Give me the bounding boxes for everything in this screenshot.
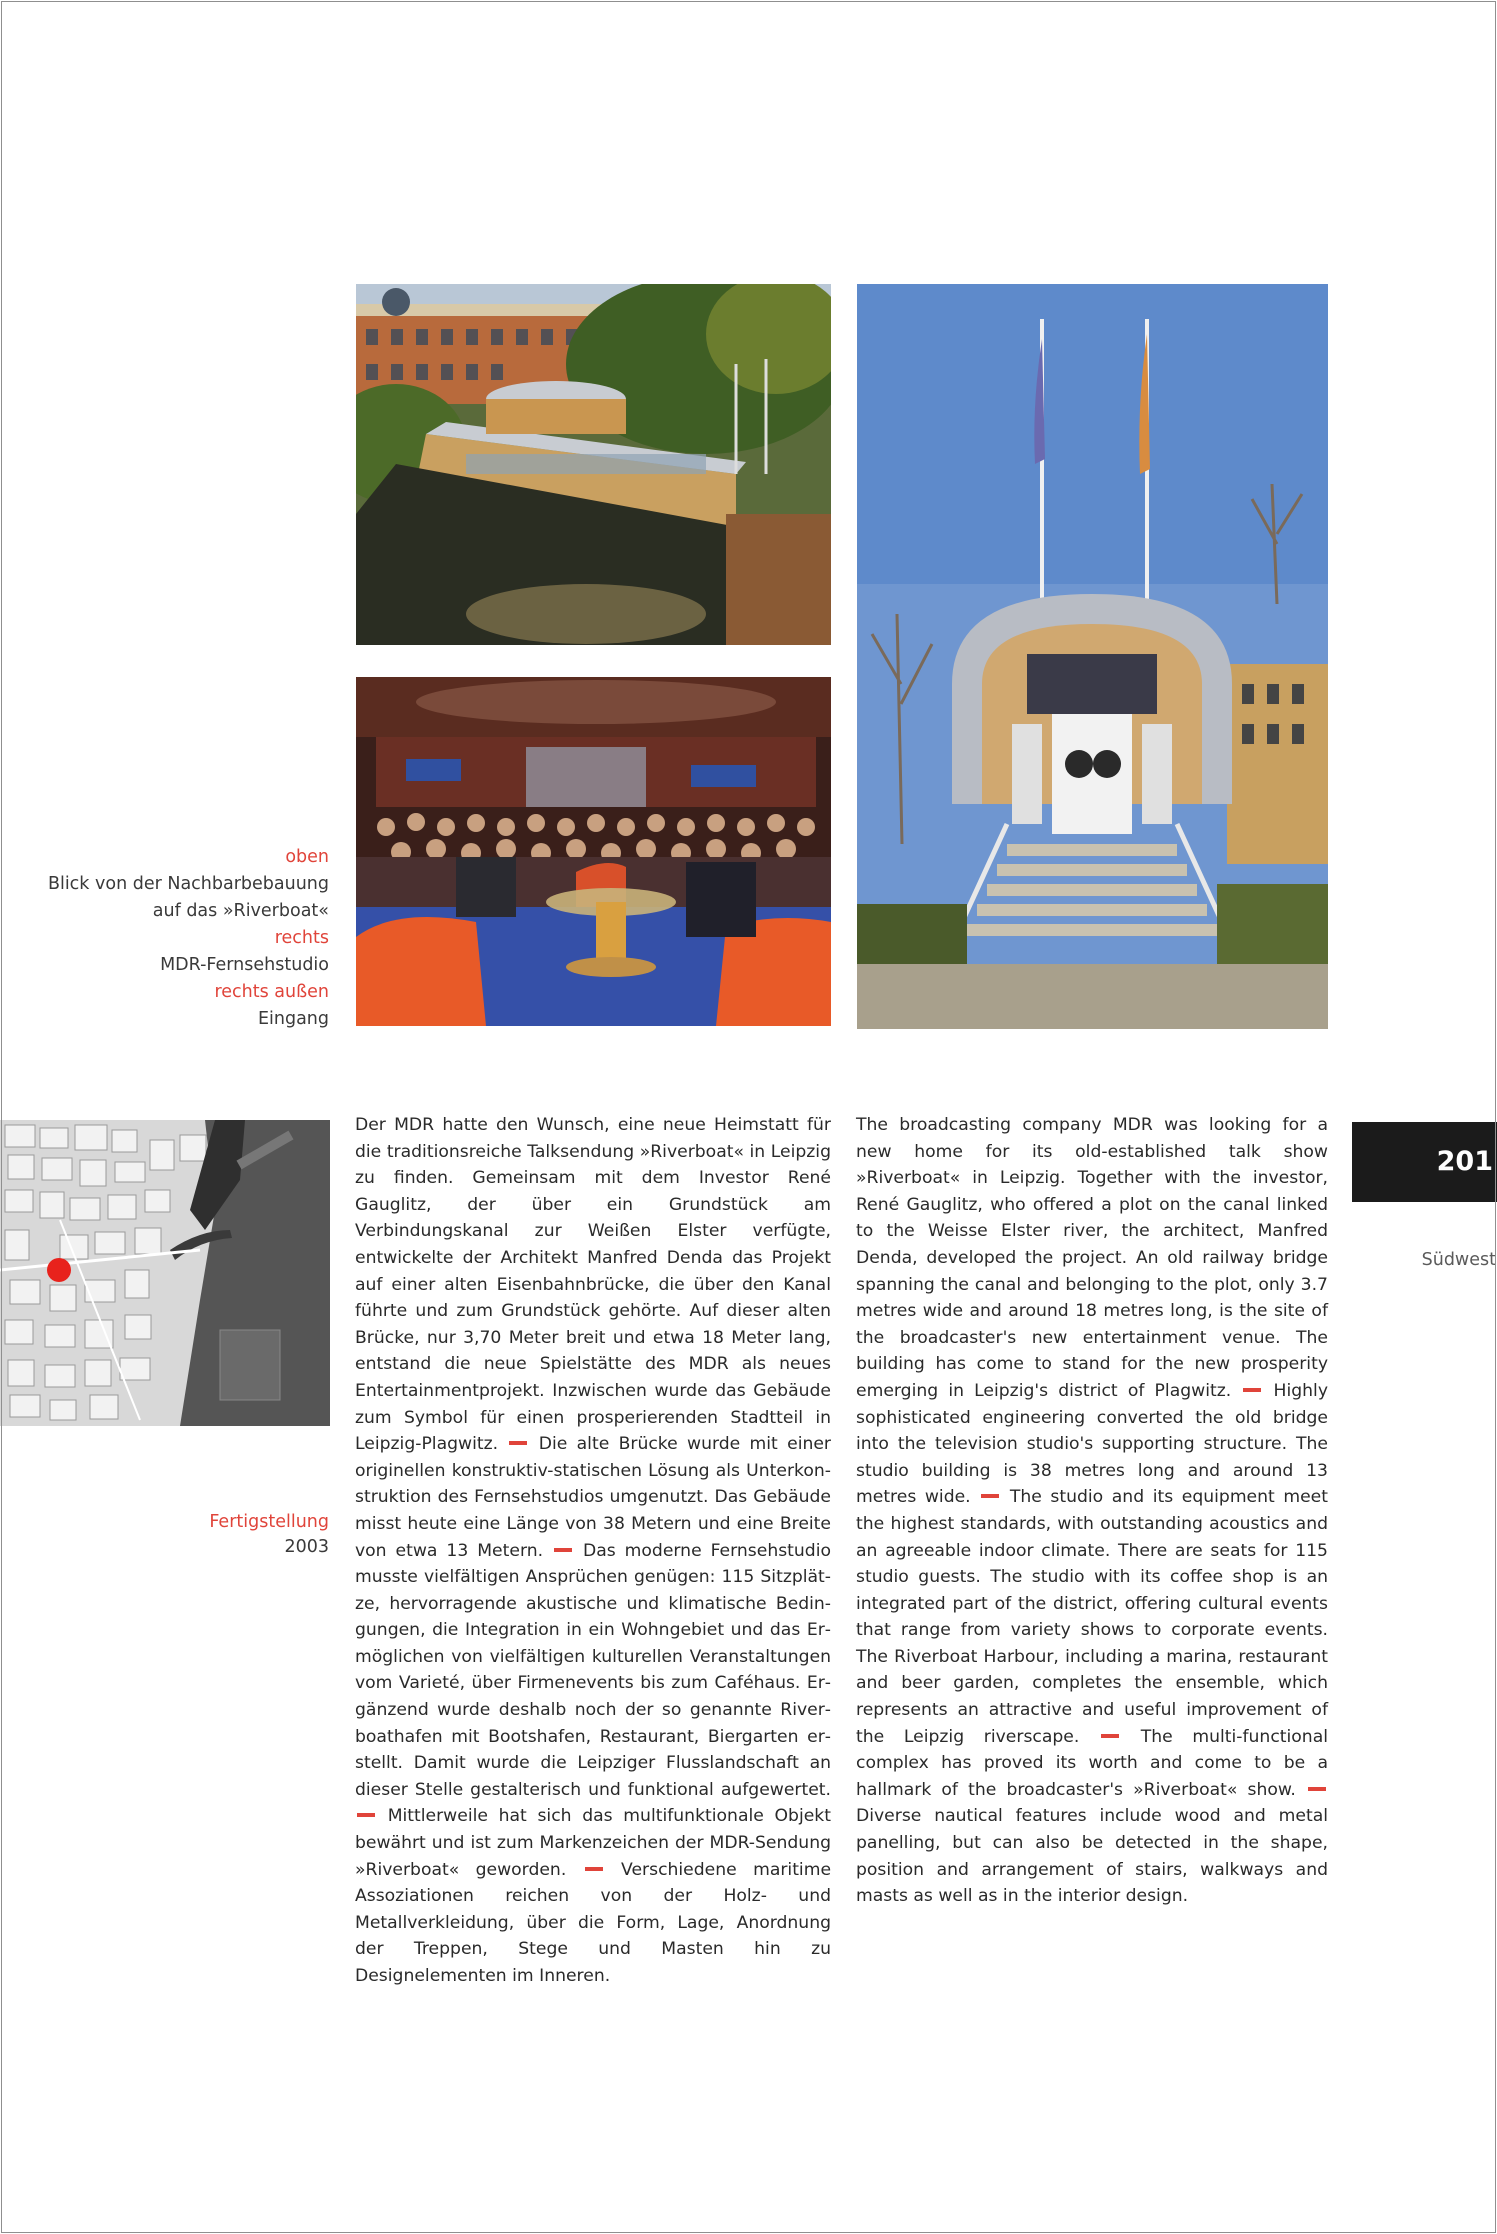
section-dash: [981, 1494, 999, 1498]
photo-riverboat-exterior: [356, 284, 831, 645]
english-paragraph-4: The multi-functional complex has proved its worth and come to be a hallmark of the broadcaster's »Riverboat« show.: [856, 1726, 1329, 1800]
german-text-column: [355, 1112, 831, 1990]
english-text-column: [856, 1112, 1328, 1910]
caption-label-far-right: rechts außen: [214, 982, 329, 1002]
german-paragraph-5: Verschiedene maritime Assoziationen reichen von der Holz- und Metallverkleidung, über die Form, Lage, Anordnung der Treppen, Stege und Masten hin zu Designelementen im Inneren.: [355, 1859, 832, 1986]
german-paragraph-1: Der MDR hatte den Wunsch, eine neue Heimstatt für die traditionsreiche Talksendung »Riverboat« in Leipzig zu finden. Gemeinsam mit dem Investor René Gauglitz, der über ein Grundstück am Verbindungskanal zur Weißen Elster verfügte, entwickelte der Architekt Manfred Denda das Projekt auf einer alten Eisenbahnbrücke, die über den Kanal führte und zum Grundstück gehörte. Auf dieser alten Brücke, nur 3,70 Meter breit und etwa 18 Meter lang, entstand die neue Spielstätte des MDR als neues Entertainmentprojekt. Inzwischen wurde das Gebäude zum Symbol für einen prosperierenden Stadtteil in Leipzig-Plagwitz.: [355, 1115, 831, 1455]
completion-info: [29, 1510, 329, 1560]
section-dash: [554, 1548, 572, 1552]
caption-text-top-1: Blick von der Nachbarbebauung: [47, 874, 329, 894]
german-paragraph-2: Die alte Brücke wurde mit einer originellen konstruktiv-statischen Lösung als Unterkonstruktion des Fernsehstudios umgenutzt. Das Gebäude misst heute eine Länge von 38 Metern und eine Breite von etwa 13 Metern.: [355, 1434, 832, 1561]
completion-label: Fertigstellung: [209, 1512, 329, 1532]
section-dash: [1243, 1388, 1261, 1392]
section-dash: [585, 1867, 603, 1871]
english-paragraph-2: Highly sophisticated engineering converted the old bridge into the television studio's supporting structure. The studio building is 38 metres long and around 13 metres wide.: [856, 1380, 1328, 1508]
caption-label-right: rechts: [274, 928, 329, 948]
photo-captions: [29, 844, 329, 1033]
section-dash: [1101, 1734, 1119, 1738]
site-map: [0, 1120, 330, 1426]
english-paragraph-5: Diverse nautical features include wood and metal panelling, but can also be detected in the shape, position and arrangement of stairs, walkways and masts as well as in the interior design.: [856, 1806, 1328, 1907]
caption-label-top: oben: [285, 847, 329, 867]
english-paragraph-1: The broadcasting company MDR was looking for a new home for its old-established talk show »Riverboat« in Leipzig. Together with the investor, René Gauglitz, who offered a plot on the canal linked to the Weisse Elster river, the architect, Manfred Denda, developed the project. An old railway bridge spanning the canal and belonging to the plot, only 3.7 metres wide and around 18 metres long, is the site of the broadcaster's new entertainment venue. The building has come to stand for the new prosperity emerging in Leipzig's district of Plagwitz.: [856, 1115, 1328, 1401]
german-paragraph-4: Mittlerweile hat sich das multifunktionale Objekt bewährt und ist zum Markenzeichen der MDR-Sendung »Riverboat« geworden.: [355, 1806, 831, 1880]
english-paragraph-3: The studio and its equipment meet the highest standards, with outstanding acoustics and an agreeable indoor climate. There are seats for 115 studio guests. The studio with its coffee shop is an integrated part of the district, offering cultural events that range from variety shows to corporate events. The Riverboat Harbour, including a marina, restaurant and beer garden, completes the ensemble, which represents an attractive and useful improvement of the Leipzig riverscape.: [856, 1487, 1328, 1747]
caption-text-top-2: auf das »Riverboat«: [152, 901, 329, 921]
section-dash: [1308, 1787, 1326, 1791]
photo-tv-studio: [356, 677, 831, 1026]
german-paragraph-3: Das moderne Fernsehstudio musste vielfältigen Ansprüchen genügen: 115 Sitzplätze, hervorragende akustische und klimatische Bedingungen, die Integration in ein Wohngebiet und das Ermöglichen von vielfältigen kulturellen Veranstaltungen vom Varieté, über Firmenevents bis zum Caféhaus. Ergänzend wurde deshalb noch der so genannte Riverboathafen mit Bootshafen, Restaurant, Biergarten erstellt. Damit wurde die Leipziger Flusslandschaft an dieser Stelle gestalterisch und funktional aufgewertet.: [355, 1540, 831, 1800]
page-number: 201: [1436, 1146, 1493, 1177]
section-dash: [357, 1813, 375, 1817]
caption-text-right: MDR-Fernsehstudio: [160, 955, 329, 975]
photo-entrance: [857, 284, 1328, 1029]
section-dash: [509, 1441, 527, 1445]
completion-year: 2003: [284, 1537, 329, 1557]
caption-text-far-right: Eingang: [257, 1009, 329, 1029]
region-label: Südwest: [1421, 1250, 1496, 1270]
page-number-tab: [1352, 1122, 1497, 1202]
